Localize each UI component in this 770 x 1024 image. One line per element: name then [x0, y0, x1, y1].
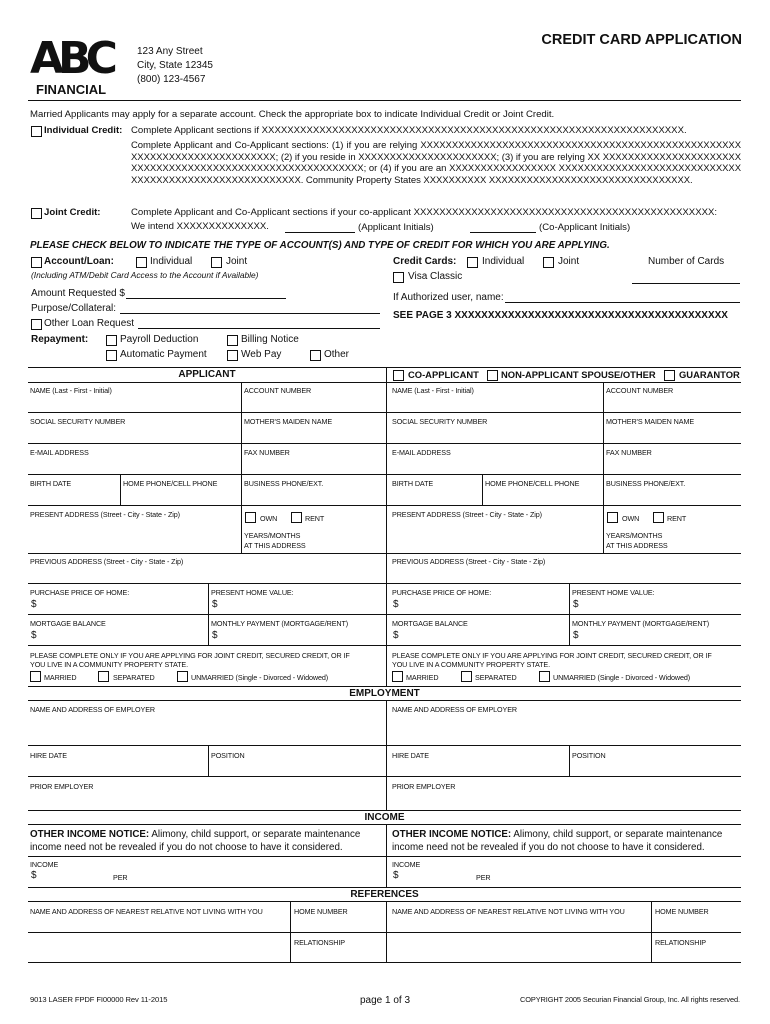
credit-cards-label: Credit Cards: — [393, 256, 457, 267]
grid-divider — [651, 901, 652, 962]
account-joint-checkbox[interactable] — [211, 257, 222, 268]
automatic-label: Automatic Payment — [120, 349, 207, 360]
coapplicant-years-months-label[interactable]: YEARS/MONTHS — [606, 531, 663, 540]
applicant-hire-date-field[interactable]: HIRE DATE — [30, 751, 67, 760]
logo-word: FINANCIAL — [36, 82, 107, 97]
applicant-married-label: MARRIED — [44, 673, 77, 682]
income-header: INCOME — [364, 812, 405, 823]
number-of-cards-label: Number of Cards — [648, 256, 725, 267]
other-income-notice-text: Alimony, child support, or separate maintenance — [149, 829, 361, 840]
co-applicant-header: CO-APPLICANT — [408, 369, 479, 380]
coapplicant-email-field[interactable]: E-MAIL ADDRESS — [392, 448, 451, 457]
grid-rule — [28, 901, 741, 902]
coapplicant-purchase-price-dollar: $ — [393, 599, 399, 610]
purpose-line[interactable] — [120, 313, 380, 314]
coapplicant-prior-employer-field[interactable]: PRIOR EMPLOYER — [392, 782, 456, 791]
other-repayment-checkbox[interactable] — [310, 350, 321, 361]
billing-label: Billing Notice — [241, 334, 299, 345]
applicant-joint-note-2: YOU LIVE IN A COMMUNITY PROPERTY STATE. — [30, 660, 188, 669]
joint-credit-checkbox[interactable] — [31, 208, 42, 219]
purpose-label: Purpose/Collateral: — [31, 303, 117, 314]
visa-classic-checkbox[interactable] — [393, 272, 404, 283]
account-type-instruction: PLEASE CHECK BELOW TO INDICATE THE TYPE OF ACCOUNT(S) AND TYPE OF CREDIT FOR WHICH YOU ARE APPLYING. — [30, 240, 610, 251]
other-income-notice-title: OTHER INCOME NOTICE: — [392, 829, 512, 840]
grid-rule — [28, 745, 741, 746]
grid-rule — [28, 645, 741, 646]
coapplicant-joint-note-1: PLEASE COMPLETE ONLY IF YOU ARE APPLYING FOR JOINT CREDIT, SECURED CREDIT, OR IF — [392, 651, 712, 660]
grid-center-divider — [386, 901, 387, 962]
coapplicant-income-dollar: $ — [393, 870, 399, 881]
applicant-years-months-label-2: AT THIS ADDRESS — [244, 541, 306, 550]
coapplicant-initials-line[interactable] — [470, 232, 536, 233]
applicant-other-income-line2: income need not be revealed if you do not choose to have it considered. — [30, 842, 343, 853]
grid-rule — [28, 412, 741, 413]
grid-rule — [28, 856, 741, 857]
coapplicant-mortgage-dollar: $ — [393, 630, 399, 641]
non-applicant-checkbox[interactable] — [487, 370, 498, 381]
grid-rule — [28, 443, 741, 444]
applicant-relationship-field[interactable]: RELATIONSHIP — [294, 938, 345, 947]
other-repayment-label: Other — [324, 349, 350, 360]
coapplicant-fax-field[interactable]: FAX NUMBER — [606, 448, 652, 457]
applicant-income-dollar: $ — [31, 870, 37, 881]
grid-rule — [28, 614, 741, 615]
applicant-separated-label: SEPARATED — [113, 673, 155, 682]
coapplicant-present-value-dollar: $ — [573, 599, 579, 610]
coapplicant-purchase-price-field[interactable]: PURCHASE PRICE OF HOME: — [392, 588, 492, 597]
applicant-account-number-field[interactable]: ACCOUNT NUMBER — [244, 386, 312, 395]
coapplicant-relationship-field[interactable]: RELATIONSHIP — [655, 938, 706, 947]
coapplicant-initials-label: (Co-Applicant Initials) — [539, 222, 631, 233]
amount-requested-line[interactable] — [126, 298, 286, 299]
authorized-user-line[interactable] — [505, 302, 740, 303]
applicant-own-label: OWN — [260, 514, 278, 523]
grid-rule — [28, 776, 741, 777]
grid-bottom-rule — [28, 962, 741, 963]
applicant-fax-field[interactable]: FAX NUMBER — [244, 448, 290, 457]
automatic-checkbox[interactable] — [106, 350, 117, 361]
applicant-other-income-notice — [30, 829, 360, 841]
applicant-income-field[interactable]: INCOME — [30, 860, 59, 869]
grid-divider — [120, 474, 121, 505]
applicant-rent-checkbox[interactable] — [291, 512, 302, 523]
applicant-own-checkbox[interactable] — [245, 512, 256, 523]
coapplicant-rent-label: RENT — [667, 514, 687, 523]
grid-rule — [28, 382, 741, 383]
grid-divider — [241, 382, 242, 553]
header-divider — [28, 100, 741, 101]
applicant-email-field[interactable]: E-MAIL ADDRESS — [30, 448, 89, 457]
applicant-present-address-field[interactable]: PRESENT ADDRESS (Street - City - State - Zip) — [30, 510, 180, 519]
joint-intend: We intend XXXXXXXXXXXXXX. — [131, 221, 269, 232]
amount-requested-label: Amount Requested $ — [31, 288, 125, 299]
applicant-initials-label: (Applicant Initials) — [358, 222, 434, 233]
grid-center-divider — [386, 367, 387, 686]
copyright: COPYRIGHT 2005 Securian Financial Group, Inc. All rights reserved. — [519, 995, 740, 1004]
coapplicant-married-checkbox[interactable] — [392, 671, 403, 682]
coapplicant-maiden-name-field[interactable]: MOTHER'S MAIDEN NAME — [606, 417, 695, 426]
coapplicant-married-label: MARRIED — [406, 673, 439, 682]
account-loan-label: Account/Loan: — [44, 256, 114, 267]
applicant-unmarried-label: UNMARRIED (Single - Divorced - Widowed) — [191, 673, 329, 682]
grid-center-divider — [386, 824, 387, 887]
other-loan-checkbox[interactable] — [31, 319, 42, 330]
grid-rule — [28, 932, 741, 933]
applicant-years-months-label[interactable]: YEARS/MONTHS — [244, 531, 301, 540]
account-loan-checkbox[interactable] — [31, 257, 42, 268]
cc-individual-checkbox[interactable] — [467, 257, 478, 268]
applicant-separated-checkbox[interactable] — [98, 671, 109, 682]
coapplicant-other-income-notice — [392, 829, 722, 841]
coapplicant-mortgage-field[interactable]: MORTGAGE BALANCE — [392, 619, 468, 628]
account-individual-label: Individual — [150, 256, 193, 267]
applicant-mortgage-field[interactable]: MORTGAGE BALANCE — [30, 619, 106, 628]
payroll-label: Payroll Deduction — [120, 334, 199, 345]
applicant-employer-field[interactable]: NAME AND ADDRESS OF EMPLOYER — [30, 705, 156, 714]
grid-divider — [569, 583, 570, 645]
non-applicant-header: NON-APPLICANT SPOUSE/OTHER — [501, 369, 656, 380]
grid-divider — [208, 745, 209, 776]
coapplicant-present-value-field[interactable]: PRESENT HOME VALUE: — [572, 588, 655, 597]
joint-credit-label: Joint Credit: — [44, 207, 101, 218]
guarantor-header: GUARANTOR — [679, 369, 740, 380]
coapplicant-employer-field[interactable]: NAME AND ADDRESS OF EMPLOYER — [392, 705, 518, 714]
applicant-home-number-field[interactable]: HOME NUMBER — [294, 907, 348, 916]
applicant-relative-field[interactable]: NAME AND ADDRESS OF NEAREST RELATIVE NOT LIVING WITH YOU — [30, 907, 263, 916]
grid-divider — [290, 901, 291, 962]
payroll-checkbox[interactable] — [106, 335, 117, 346]
co-applicant-checkbox[interactable] — [393, 370, 404, 381]
coapplicant-separated-label: SEPARATED — [475, 673, 517, 682]
grid-rule — [28, 824, 741, 825]
coapplicant-separated-checkbox[interactable] — [461, 671, 472, 682]
coapplicant-unmarried-checkbox[interactable] — [539, 671, 550, 682]
company-phone: (800) 123-4567 — [137, 74, 206, 85]
billing-checkbox[interactable] — [227, 335, 238, 346]
references-header: REFERENCES — [350, 889, 419, 900]
repayment-label: Repayment: — [31, 334, 89, 345]
visa-classic-label: Visa Classic — [408, 271, 463, 282]
applicant-initials-line[interactable] — [285, 232, 355, 233]
grid-rule — [28, 474, 741, 475]
grid-top-rule — [28, 367, 741, 368]
coapplicant-position-field[interactable]: POSITION — [572, 751, 606, 760]
applicant-header: APPLICANT — [178, 369, 236, 380]
cc-joint-label: Joint — [558, 256, 580, 267]
applicant-home-phone-field[interactable]: HOME PHONE/CELL PHONE — [123, 479, 218, 488]
other-loan-line[interactable] — [138, 328, 380, 329]
coapplicant-hire-date-field[interactable]: HIRE DATE — [392, 751, 429, 760]
applicant-rent-label: RENT — [305, 514, 325, 523]
applicant-monthly-payment-field[interactable]: MONTHLY PAYMENT (MORTGAGE/RENT) — [211, 619, 349, 628]
coapplicant-income-per[interactable]: PER — [476, 873, 491, 882]
logo-letters: ABC — [30, 33, 112, 84]
coapplicant-account-number-field[interactable]: ACCOUNT NUMBER — [606, 386, 674, 395]
company-address-line2: City, State 12345 — [137, 60, 213, 71]
individual-credit-line1: Complete Applicant sections if XXXXXXXXXXXXXXXXXXXXXXXXXXXXXXXXXXXXXXXXXXXXXXXXXXXXXXXXXXXXXXXXXX. — [131, 125, 687, 136]
applicant-income-per[interactable]: PER — [113, 873, 128, 882]
applicant-present-value-field[interactable]: PRESENT HOME VALUE: — [211, 588, 294, 597]
applicant-business-phone-field[interactable]: BUSINESS PHONE/EXT. — [244, 479, 324, 488]
applicant-monthly-payment-dollar: $ — [212, 630, 218, 641]
applicant-position-field[interactable]: POSITION — [211, 751, 245, 760]
company-address-line1: 123 Any Street — [137, 46, 203, 57]
coapplicant-years-months-label-2: AT THIS ADDRESS — [606, 541, 668, 550]
individual-credit-paragraph: Complete Applicant and Co-Applicant sections: (1) if you are relying XXXXXXXXXXXXXXXXXXXXXXXXXXXXXXXXXXXXXXXXXXXXXXXXXXXXXXXXXXXXXXXXXXXXXXXXXX; (2) if you reside in XXXXXXXXXXXXXXXXXXXXXX; (3) if you are relying XX XXXXXXXXXXXXXXXXXXXXXXXXXXXXXXXXXXXXXXXXXXXXXXXXXXXXXXXXXXX; or (4) if you are an XXXXXXXXXXXXXXXXX XXXXXXXXXXXXXXXXXXXXXXXXXXXXXXXXXXXXXXXXXXXXXXXXXXXXXXXX. Community Property States XXXXXXXXXX XXXXXXXXXXXXXXXXXXXXXXXXXXXXXXXX. — [131, 140, 741, 186]
coapplicant-ssn-field[interactable]: SOCIAL SECURITY NUMBER — [392, 417, 488, 426]
grid-divider — [569, 745, 570, 776]
individual-credit-label: Individual Credit: — [44, 125, 123, 136]
applicant-prior-employer-field[interactable]: PRIOR EMPLOYER — [30, 782, 94, 791]
see-page-note: SEE PAGE 3 XXXXXXXXXXXXXXXXXXXXXXXXXXXXXXXXXXXXXXXXX — [393, 310, 728, 321]
grid-rule — [28, 887, 741, 888]
applicant-mortgage-dollar: $ — [31, 630, 37, 641]
coapplicant-previous-address-field[interactable]: PREVIOUS ADDRESS (Street - City - State - Zip) — [392, 557, 546, 566]
coapplicant-business-phone-field[interactable]: BUSINESS PHONE/EXT. — [606, 479, 686, 488]
account-joint-label: Joint — [226, 256, 248, 267]
grid-divider — [482, 474, 483, 505]
applicant-name-field[interactable]: NAME (Last - First - Initial) — [30, 386, 112, 395]
page-number: page 1 of 3 — [360, 995, 411, 1006]
applicant-birth-date-field[interactable]: BIRTH DATE — [30, 479, 72, 488]
grid-rule — [28, 583, 741, 584]
grid-divider — [603, 382, 604, 553]
other-loan-label: Other Loan Request — [44, 318, 135, 329]
applicant-previous-address-field[interactable]: PREVIOUS ADDRESS (Street - City - State - Zip) — [30, 557, 184, 566]
coapplicant-relative-field[interactable]: NAME AND ADDRESS OF NEAREST RELATIVE NOT LIVING WITH YOU — [392, 907, 625, 916]
coapplicant-joint-note-2: YOU LIVE IN A COMMUNITY PROPERTY STATE. — [392, 660, 550, 669]
coapplicant-other-income-line2: income need not be revealed if you do not choose to have it considered. — [392, 842, 705, 853]
married-note: Married Applicants may apply for a separate account. Check the appropriate box to indicate Individual Credit or Joint Credit. — [30, 109, 555, 120]
grid-rule — [28, 505, 741, 506]
grid-divider — [208, 583, 209, 645]
individual-credit-checkbox[interactable] — [31, 126, 42, 137]
coapplicant-rent-checkbox[interactable] — [653, 512, 664, 523]
coapplicant-own-checkbox[interactable] — [607, 512, 618, 523]
employment-header: EMPLOYMENT — [349, 688, 420, 699]
webpay-checkbox[interactable] — [227, 350, 238, 361]
coapplicant-home-phone-field[interactable]: HOME PHONE/CELL PHONE — [485, 479, 580, 488]
applicant-maiden-name-field[interactable]: MOTHER'S MAIDEN NAME — [244, 417, 333, 426]
company-logo — [30, 33, 125, 100]
applicant-purchase-price-field[interactable]: PURCHASE PRICE OF HOME: — [30, 588, 130, 597]
applicant-ssn-field[interactable]: SOCIAL SECURITY NUMBER — [30, 417, 126, 426]
coapplicant-monthly-payment-dollar: $ — [573, 630, 579, 641]
coapplicant-birth-date-field[interactable]: BIRTH DATE — [392, 479, 434, 488]
coapplicant-income-field[interactable]: INCOME — [392, 860, 421, 869]
coapplicant-unmarried-label: UNMARRIED (Single - Divorced - Widowed) — [553, 673, 691, 682]
atm-note: (Including ATM/Debit Card Access to the Account if Available) — [31, 270, 259, 280]
applicant-purchase-price-dollar: $ — [31, 599, 37, 610]
coapplicant-home-number-field[interactable]: HOME NUMBER — [655, 907, 709, 916]
authorized-user-label: If Authorized user, name: — [393, 292, 504, 303]
cc-joint-checkbox[interactable] — [543, 257, 554, 268]
coapplicant-monthly-payment-field[interactable]: MONTHLY PAYMENT (MORTGAGE/RENT) — [572, 619, 710, 628]
applicant-married-checkbox[interactable] — [30, 671, 41, 682]
grid-rule — [28, 810, 741, 811]
joint-credit-line1: Complete Applicant and Co-Applicant sections if your co-applicant XXXXXXXXXXXXXXXXXXXXXXXXXXXXXXXXXXXXXXXXXXXXXXX: — [131, 207, 718, 218]
webpay-label: Web Pay — [241, 349, 282, 360]
other-income-notice-title: OTHER INCOME NOTICE: — [30, 829, 150, 840]
cc-individual-label: Individual — [482, 256, 525, 267]
grid-center-divider — [386, 700, 387, 810]
grid-rule — [28, 700, 741, 701]
applicant-joint-note-1: PLEASE COMPLETE ONLY IF YOU ARE APPLYING FOR JOINT CREDIT, SECURED CREDIT, OR IF — [30, 651, 350, 660]
applicant-present-value-dollar: $ — [212, 599, 218, 610]
account-individual-checkbox[interactable] — [136, 257, 147, 268]
number-of-cards-line[interactable] — [632, 283, 740, 284]
form-code: 9013 LASER FPDF FI00000 Rev 11-2015 — [30, 995, 168, 1004]
guarantor-checkbox[interactable] — [664, 370, 675, 381]
page-title: CREDIT CARD APPLICATION — [541, 32, 742, 48]
coapplicant-own-label: OWN — [622, 514, 640, 523]
grid-rule — [28, 686, 741, 687]
coapplicant-present-address-field[interactable]: PRESENT ADDRESS (Street - City - State - Zip) — [392, 510, 542, 519]
grid-rule — [28, 553, 741, 554]
coapplicant-name-field[interactable]: NAME (Last - First - Initial) — [392, 386, 474, 395]
other-income-notice-text: Alimony, child support, or separate maintenance — [511, 829, 723, 840]
applicant-unmarried-checkbox[interactable] — [177, 671, 188, 682]
